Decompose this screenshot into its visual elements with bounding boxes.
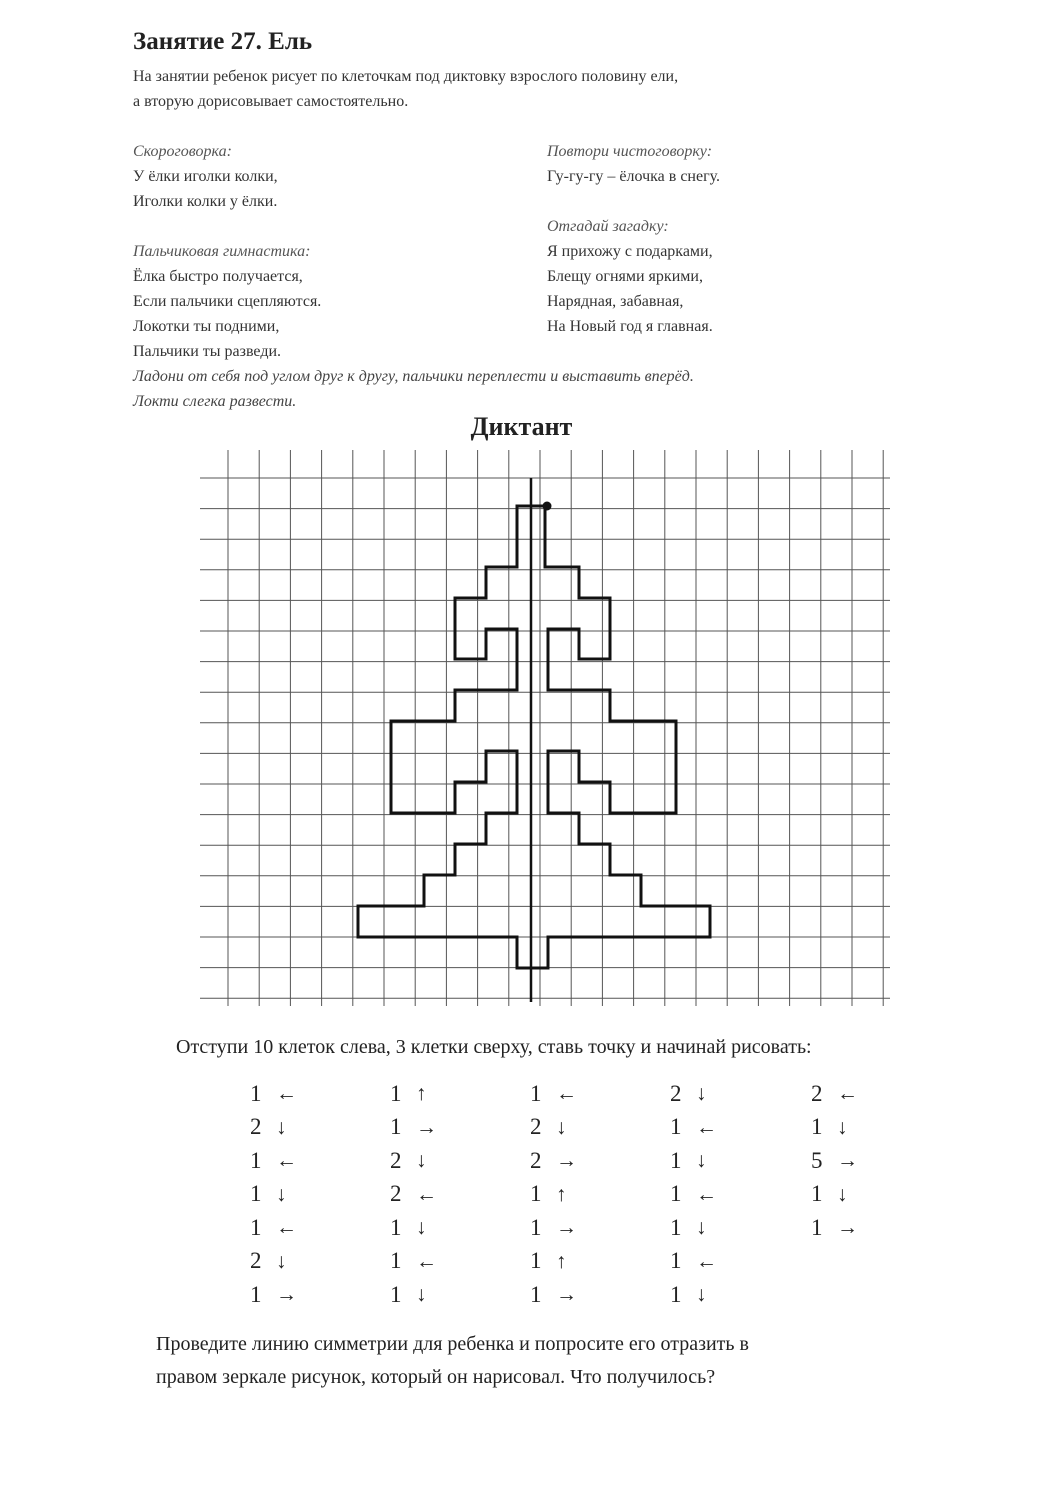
arrow-down-icon: ↓ (696, 1081, 707, 1106)
step-count: 1 (250, 1214, 262, 1240)
step-count: 1 (250, 1281, 262, 1307)
arrow-down-icon: ↓ (416, 1148, 427, 1173)
dictation-step (390, 1278, 490, 1312)
start-dot (543, 502, 552, 511)
dictation-step (390, 1077, 490, 1111)
intro-text (133, 64, 678, 114)
arrow-down-icon: ↓ (276, 1181, 287, 1206)
arrow-right-icon: → (837, 1215, 858, 1240)
instruction-line: Ладони от себя под углом друг к другу, пальчики переплести и выставить вперёд. (133, 368, 694, 385)
tree-outline-mirror (531, 506, 710, 968)
finger-gym-line: Ёлка быстро получается, (133, 268, 303, 285)
dictation-step (530, 1077, 630, 1111)
dictation-column (390, 1077, 490, 1312)
dictation-step (530, 1278, 630, 1312)
dictation-step (811, 1178, 911, 1212)
arrow-left-icon: ← (696, 1114, 717, 1139)
dictation-step (811, 1111, 911, 1145)
dictation-column (670, 1077, 770, 1312)
dictation-step (250, 1144, 350, 1178)
step-count: 1 (670, 1147, 682, 1173)
dictation-step (530, 1144, 630, 1178)
dictation-step (530, 1245, 630, 1279)
step-count: 1 (250, 1181, 262, 1207)
riddle-line: Блещу огнями яркими, (547, 268, 703, 285)
arrow-left-icon: ← (416, 1248, 437, 1273)
arrow-right-icon: → (556, 1148, 577, 1173)
pure-phrase-line: Гу-гу-гу – ёлочка в снегу. (547, 168, 721, 185)
closing-line: Проведите линию симметрии для ребенка и попросите его отразить в (156, 1333, 749, 1355)
step-count: 2 (530, 1147, 542, 1173)
step-count: 2 (390, 1181, 402, 1207)
dictation-step (390, 1144, 490, 1178)
right-column (547, 139, 720, 339)
tongue-twister-label: Скороговорка: (133, 143, 232, 160)
arrow-down-icon: ↓ (556, 1114, 567, 1139)
step-count: 1 (390, 1281, 402, 1307)
dictation-step (250, 1111, 350, 1145)
dictation-step (670, 1144, 770, 1178)
dictation-step (250, 1245, 350, 1279)
step-count: 2 (390, 1147, 402, 1173)
step-count: 1 (390, 1248, 402, 1274)
steps-heading: Отступи 10 клеток слева, 3 клетки сверху, ставь точку и начинай рисовать: (176, 1036, 812, 1058)
step-count: 1 (530, 1181, 542, 1207)
dictation-title: Диктант (470, 412, 573, 441)
step-count: 1 (530, 1080, 542, 1106)
left-column (133, 139, 321, 364)
intro-line: а вторую дорисовывает самостоятельно. (133, 93, 409, 110)
step-count: 1 (390, 1114, 402, 1140)
arrow-down-icon: ↓ (696, 1282, 707, 1307)
dictation-step (250, 1211, 350, 1245)
dictation-column (250, 1077, 350, 1312)
dictation-step (530, 1178, 630, 1212)
step-count: 1 (811, 1114, 823, 1140)
step-count: 1 (390, 1080, 402, 1106)
arrow-left-icon: ← (276, 1215, 297, 1240)
arrow-down-icon: ↓ (837, 1114, 848, 1139)
dictation-step (670, 1178, 770, 1212)
step-count: 2 (670, 1080, 682, 1106)
arrow-right-icon: → (416, 1114, 437, 1139)
finger-gym-line: Локотки ты подними, (133, 318, 280, 335)
finger-gym-line: Если пальчики сцепляются. (133, 293, 322, 310)
dictation-step (530, 1111, 630, 1145)
dictation-step (811, 1211, 911, 1245)
arrow-right-icon: → (276, 1282, 297, 1307)
arrow-left-icon: ← (696, 1248, 717, 1273)
arrow-down-icon: ↓ (837, 1181, 848, 1206)
arrow-right-icon: → (556, 1282, 577, 1307)
tongue-twister-line: У ёлки иголки колки, (133, 168, 278, 185)
step-count: 1 (670, 1114, 682, 1140)
step-count: 1 (670, 1281, 682, 1307)
arrow-up-icon: ↑ (416, 1081, 427, 1106)
riddle-line: На Новый год я главная. (547, 318, 713, 335)
dictation-step (811, 1077, 911, 1111)
arrow-up-icon: ↑ (556, 1248, 567, 1273)
step-count: 2 (250, 1114, 262, 1140)
finger-gym-label: Пальчиковая гимнастика: (133, 243, 311, 260)
step-count: 1 (530, 1248, 542, 1274)
gym-instructions (133, 364, 694, 414)
dictation-step (390, 1245, 490, 1279)
arrow-down-icon: ↓ (416, 1215, 427, 1240)
arrow-left-icon: ← (276, 1148, 297, 1173)
arrow-right-icon: → (556, 1215, 577, 1240)
step-count: 1 (670, 1181, 682, 1207)
step-count: 1 (250, 1147, 262, 1173)
dictation-step (390, 1211, 490, 1245)
dictation-column (530, 1077, 630, 1312)
arrow-down-icon: ↓ (696, 1215, 707, 1240)
dictation-step (390, 1111, 490, 1145)
tongue-twister-line: Иголки колки у ёлки. (133, 193, 278, 210)
step-count: 1 (390, 1214, 402, 1240)
closing-line: правом зеркале рисунок, который он нарисовал. Что получилось? (156, 1366, 716, 1388)
riddle-line: Я прихожу с подарками, (547, 243, 713, 260)
step-count: 1 (670, 1214, 682, 1240)
tree-outline (358, 506, 545, 968)
step-count: 1 (530, 1214, 542, 1240)
drawing-grid (200, 450, 896, 1010)
step-count: 1 (811, 1214, 823, 1240)
dictation-step (670, 1111, 770, 1145)
arrow-left-icon: ← (276, 1081, 297, 1106)
arrow-left-icon: ← (416, 1181, 437, 1206)
riddle-label: Отгадай загадку: (547, 218, 669, 235)
arrow-left-icon: ← (696, 1181, 717, 1206)
arrow-left-icon: ← (556, 1081, 577, 1106)
dictation-step (670, 1245, 770, 1279)
step-count: 1 (811, 1181, 823, 1207)
step-count: 2 (530, 1114, 542, 1140)
arrow-right-icon: → (837, 1148, 858, 1173)
dictation-step (250, 1077, 350, 1111)
intro-line: На занятии ребенок рисует по клеточкам под диктовку взрослого половину ели, (133, 68, 679, 85)
riddle-line: Нарядная, забавная, (547, 293, 684, 310)
dictation-step (811, 1144, 911, 1178)
arrow-up-icon: ↑ (556, 1181, 567, 1206)
step-count: 1 (530, 1281, 542, 1307)
arrow-down-icon: ↓ (416, 1282, 427, 1307)
arrow-down-icon: ↓ (696, 1148, 707, 1173)
pure-phrase-label: Повтори чистоговорку: (547, 143, 713, 160)
dictation-step (250, 1278, 350, 1312)
dictation-step (670, 1211, 770, 1245)
dictation-step (250, 1178, 350, 1212)
finger-gym-line: Пальчики ты разведи. (133, 343, 282, 360)
arrow-down-icon: ↓ (276, 1114, 287, 1139)
step-count: 1 (250, 1080, 262, 1106)
dictation-step (670, 1278, 770, 1312)
step-count: 2 (811, 1080, 823, 1106)
step-count: 2 (250, 1248, 262, 1274)
dictation-column (811, 1077, 911, 1245)
dictation-step (530, 1211, 630, 1245)
dictation-step (390, 1178, 490, 1212)
dictation-step (670, 1077, 770, 1111)
arrow-down-icon: ↓ (276, 1248, 287, 1273)
instruction-line: Локти слегка развести. (133, 393, 297, 410)
step-count: 5 (811, 1147, 823, 1173)
page-title: Занятие 27. Ель (133, 28, 313, 55)
arrow-left-icon: ← (837, 1081, 858, 1106)
closing-text (156, 1328, 749, 1394)
step-count: 1 (670, 1248, 682, 1274)
